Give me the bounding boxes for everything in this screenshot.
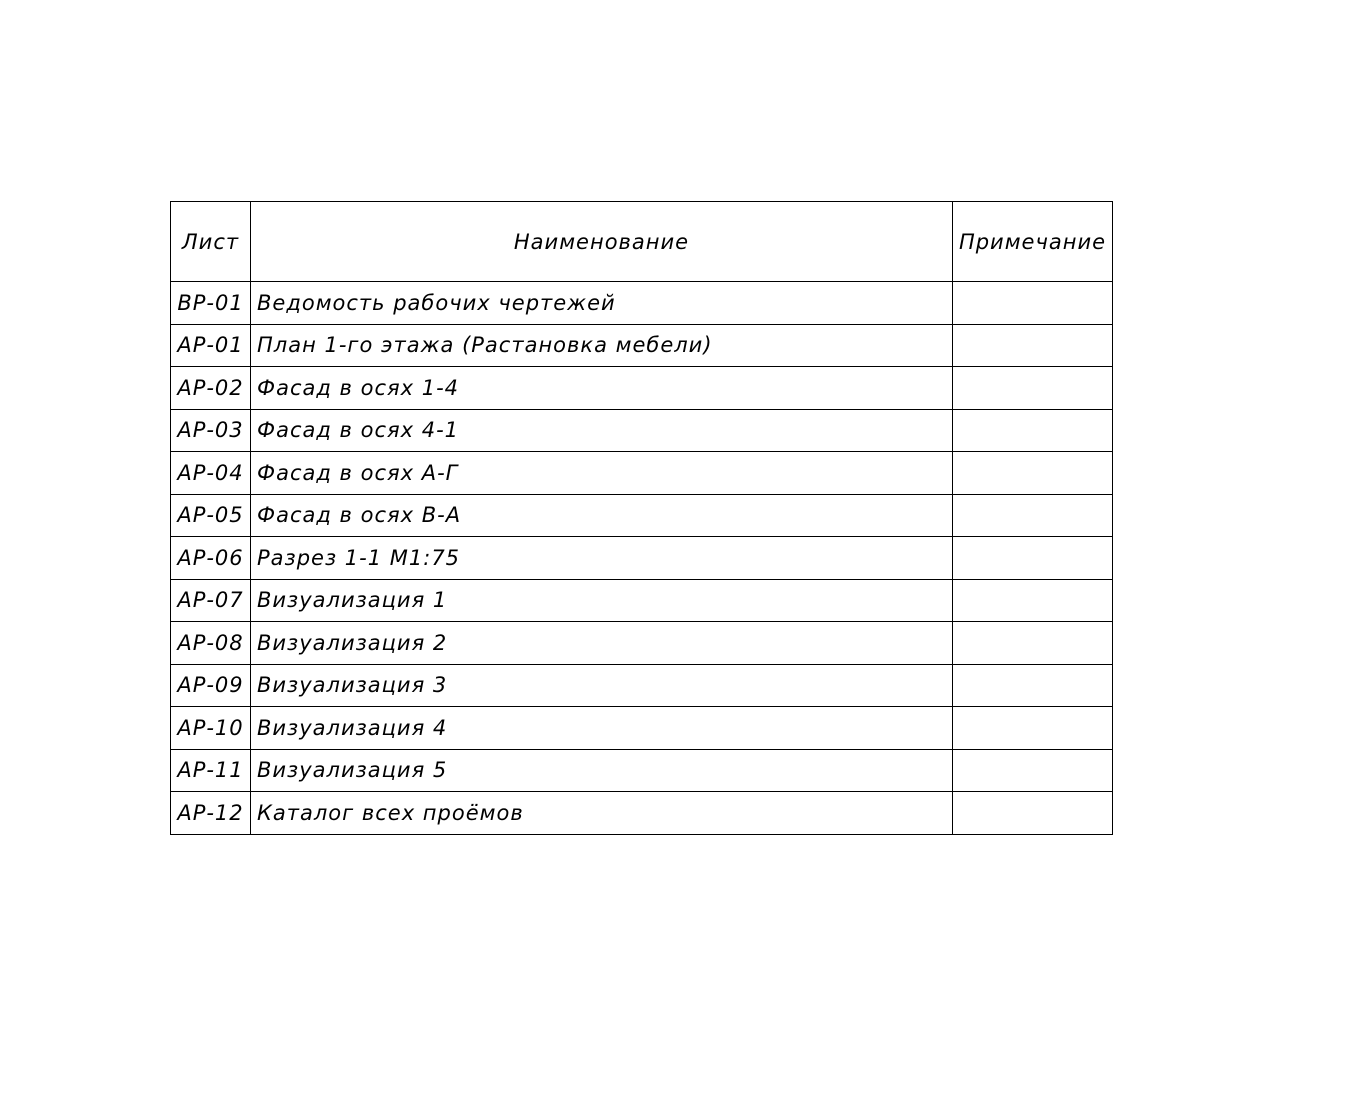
table-row [171, 792, 1113, 835]
header-note: Примечание [953, 202, 1113, 282]
cell-name: Визуализация 5 [251, 749, 953, 792]
cell-name: Фасад в осях 4-1 [251, 409, 953, 452]
header-name: Наименование [251, 202, 953, 282]
table-body [171, 282, 1113, 835]
cell-name: Фасад в осях В-А [251, 494, 953, 537]
cell-sheet: АР-08 [171, 622, 251, 665]
cell-note [953, 409, 1113, 452]
table-row [171, 749, 1113, 792]
cell-sheet: АР-07 [171, 579, 251, 622]
table-row [171, 707, 1113, 750]
cell-sheet: АР-10 [171, 707, 251, 750]
cell-note [953, 324, 1113, 367]
cell-sheet: АР-02 [171, 367, 251, 410]
cell-note [953, 282, 1113, 325]
table-row [171, 324, 1113, 367]
cell-sheet: АР-05 [171, 494, 251, 537]
cell-note [953, 664, 1113, 707]
cell-note [953, 452, 1113, 495]
cell-sheet: АР-06 [171, 537, 251, 580]
cell-name: Визуализация 1 [251, 579, 953, 622]
cell-name: Фасад в осях А-Г [251, 452, 953, 495]
cell-sheet: АР-04 [171, 452, 251, 495]
cell-name: Визуализация 2 [251, 622, 953, 665]
cell-sheet: АР-01 [171, 324, 251, 367]
cell-sheet: АР-12 [171, 792, 251, 835]
cell-note [953, 622, 1113, 665]
cell-name: Каталог всех проёмов [251, 792, 953, 835]
table-row [171, 409, 1113, 452]
cell-sheet: АР-09 [171, 664, 251, 707]
cell-note [953, 367, 1113, 410]
cell-note [953, 494, 1113, 537]
table-row [171, 452, 1113, 495]
table-row [171, 494, 1113, 537]
cell-name: Фасад в осях 1-4 [251, 367, 953, 410]
cell-note [953, 707, 1113, 750]
cell-note [953, 537, 1113, 580]
cell-name: Разрез 1-1 М1:75 [251, 537, 953, 580]
cell-note [953, 579, 1113, 622]
header-sheet: Лист [171, 202, 251, 282]
cell-sheet: АР-03 [171, 409, 251, 452]
cell-name: Визуализация 3 [251, 664, 953, 707]
cell-name: План 1-го этажа (Растановка мебели) [251, 324, 953, 367]
table-row [171, 367, 1113, 410]
table-row [171, 282, 1113, 325]
table-row [171, 664, 1113, 707]
cell-sheet: АР-11 [171, 749, 251, 792]
cell-name: Визуализация 4 [251, 707, 953, 750]
header-row [171, 202, 1113, 282]
table-row [171, 622, 1113, 665]
cell-name: Ведомость рабочих чертежей [251, 282, 953, 325]
table-row [171, 579, 1113, 622]
cell-sheet: ВР-01 [171, 282, 251, 325]
cell-note [953, 792, 1113, 835]
drawings-list-table [170, 201, 1113, 835]
table-header [171, 202, 1113, 282]
table-row [171, 537, 1113, 580]
cell-note [953, 749, 1113, 792]
